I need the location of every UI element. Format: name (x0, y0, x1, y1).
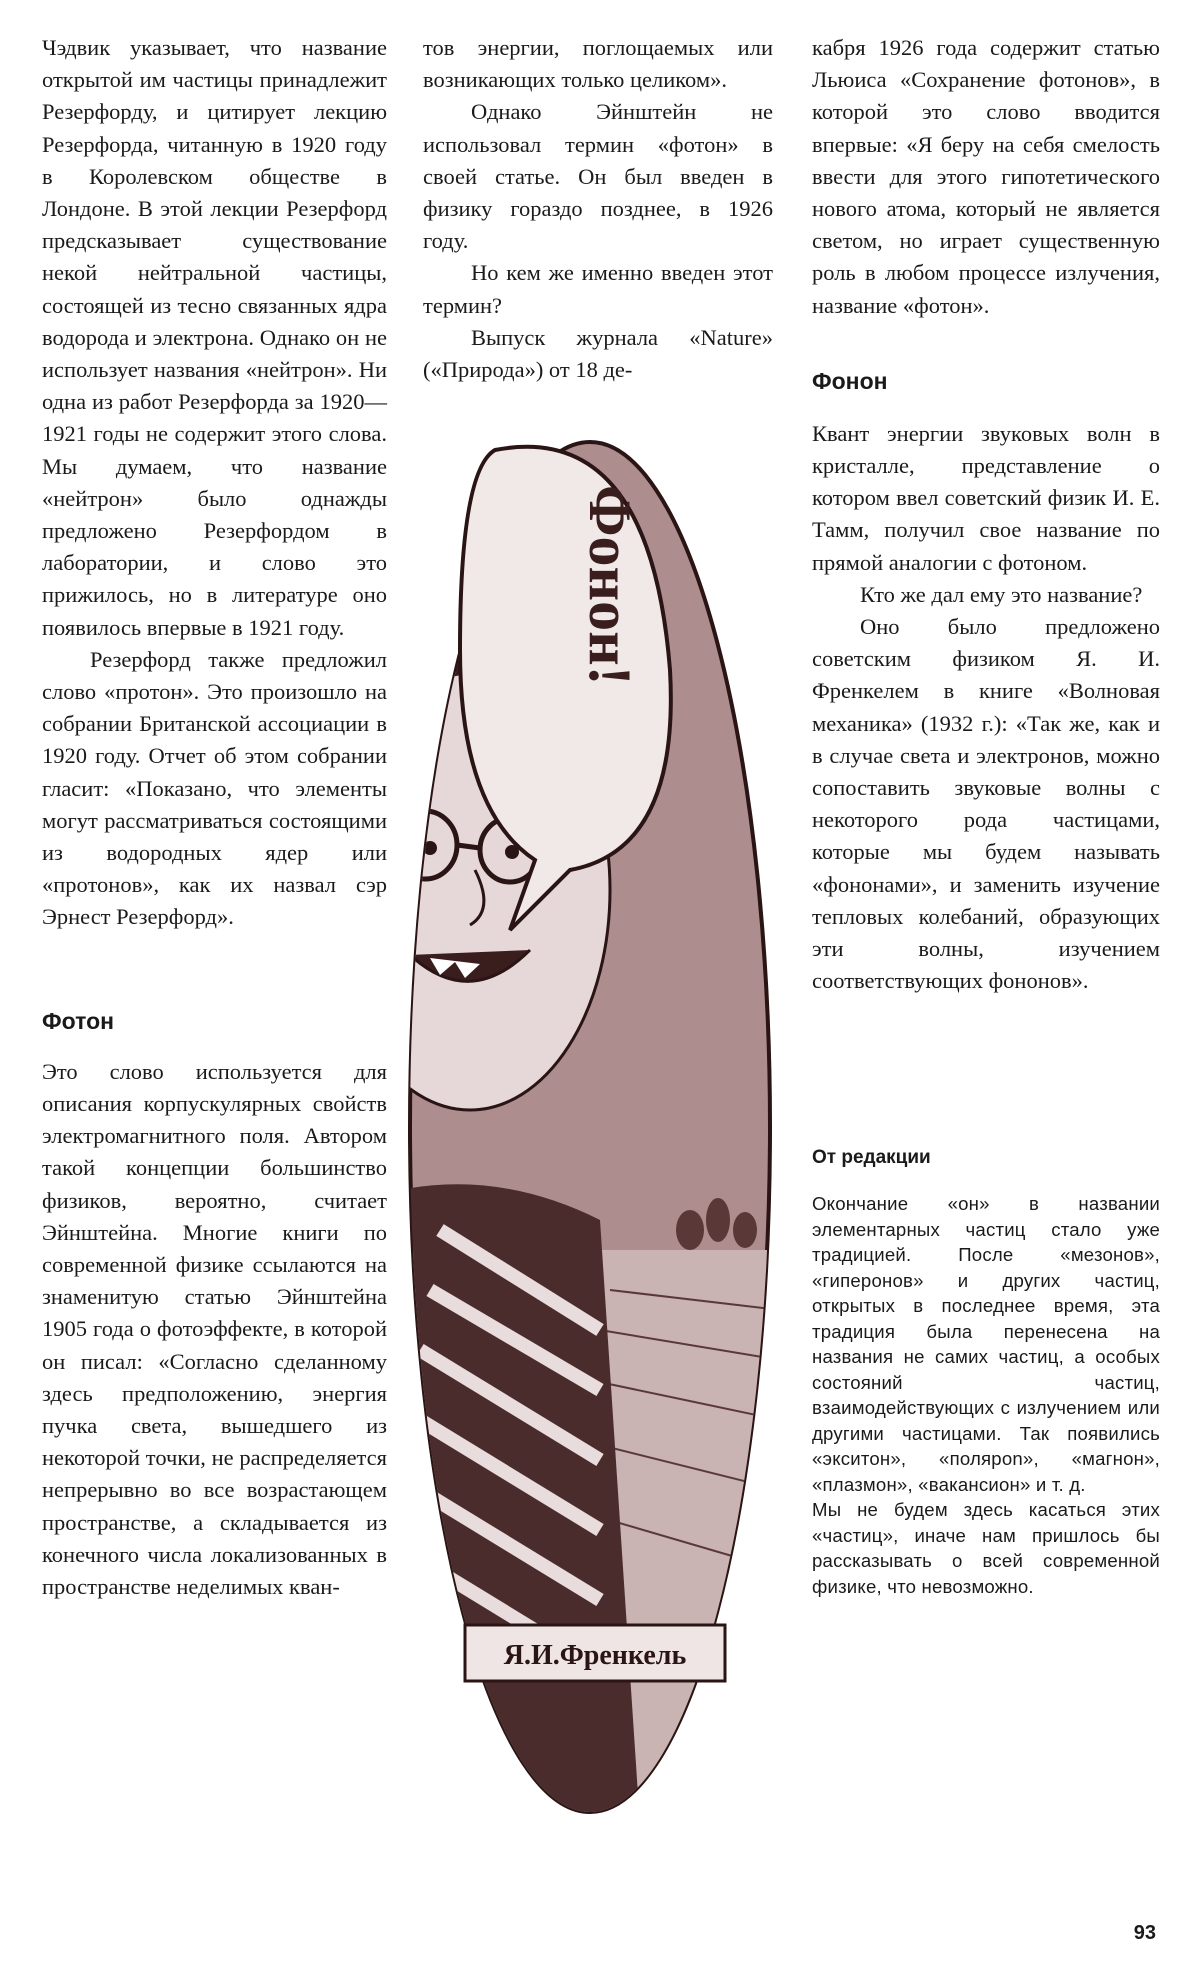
speech-bubble-text: Фонон! (577, 485, 643, 686)
heading-phonon: Фонон (812, 367, 888, 394)
paragraph-editorial-1: Окончание «он» в названии элементарных частиц стало уже традицией. После «мезонов», «гиперонов» и других частиц, открытых в последнее время, эта традиция была перенесена на названия не самих частиц, а особых состояний частиц, взаимодействующих с излучением или другими частицами. Так появились «экситон», «поляроn», «магнон», «плазмон», «вакансион» и т. д. (812, 1193, 1160, 1495)
heading-editorial: От редакции (812, 1147, 931, 1169)
column-3 (812, 32, 1160, 1599)
heading-photon: Фотон (42, 1007, 115, 1034)
paragraph-phonon-question: Кто же дал ему это название? (860, 581, 1143, 607)
paragraph-phonon-definition: Квант энергии звуковых волн в кристалле, представление о котором ввел советский физик И. Е. Тамм, получил свое название по прямой аналогии с фотоном. (812, 420, 1160, 575)
page-number: 93 (1133, 1922, 1156, 1944)
paragraph-einstein: Однако Эйнштейн не использовал термин «фотон» в своей статье. Он был введен в физику гораздо позднее, в 1926 году. (423, 99, 773, 254)
paragraph-question: Но кем же именно введен этот термин? (423, 260, 773, 318)
frenkel-caricature-illustration (400, 430, 780, 1825)
paragraph-proton: Резерфорд также предложил слово «протон». Это произошло на собрании Британской ассоциации в 1920 году. Отчет об этом собрании гласит: «Показано, что элементы могут рассматриваться состоящими из водородных ядер или «протонов», как их назвал сэр Эрнест Резерфорд». (42, 646, 387, 930)
column-2 (423, 32, 773, 386)
paragraph-quanta: тов энергии, поглощаемых или возникающих только целиком». (423, 35, 773, 93)
name-plate-caption: Я.И.Френкель (503, 1640, 687, 1671)
paragraph-frenkel: Оно было предложено советским физиком Я. И. Френкелем в книге «Волновая механика» (1932 г.): «Так же, как и в случае света и электронов, можно сопоставить звуковые волны с некоторого рода частицами, которые мы будем называть «фононами», и заменить изучение тепловых колебаний, образующих эти волны, изучением соответствующих фононов». (812, 614, 1160, 994)
paragraph-photon: Это слово используется для описания корпускулярных свойств электромагнитного поля. Автором такой концепции большинство физиков, вероятно, считает Эйнштейна. Многие книги по современной физике ссылаются на знаменитую статью Эйнштейна 1905 года о фотоэффекте, в которой он писал: «Согласно сделанному здесь предположению, энергия пучка света, вышедшего из некоторой точки, не распределяется непрерывно во все возрастающем пространстве, а складывается из конечного числа локализованных в пространстве неделимых кван- (42, 1058, 387, 1599)
paragraph-editorial-2: Мы не будем здесь касаться этих «частиц», иначе нам пришлось бы рассказывать о всей современной физике, что невозможно. (812, 1499, 1160, 1597)
paragraph-chadwick: Чэдвик указывает, что название открытой им частицы принадлежит Резерфорду, и цитирует лекцию Резерфорда, читанную в 1920 году в Королевском обществе в Лондоне. В этой лекции Резерфорд предсказывает существование некой нейтральной частицы, состоящей из тесно связанных ядра водорода и электрона. Однако он не использует названия «нейтрон». Ни одна из работ Резерфорда за 1920—1921 годы не содержит этого слова. Мы думаем, что название «нейтрон» было однажды предложено Резерфордом в лаборатории, и слово это прижилось, но в литературе оно появилось впервые в 1921 году. (42, 35, 387, 640)
paragraph-lewis: кабря 1926 года содержит статью Льюиса «Сохранение фотонов», в которой это слово вводится впервые: «Я беру на себя смелость ввести для этого гипотетического нового атома, который не является светом, но играет существенную роль в любом процессе излучения, название «фотон». (812, 35, 1160, 318)
paragraph-nature: Выпуск журнала «Nature» («Природа») от 18 де- (423, 324, 773, 383)
column-1 (42, 32, 387, 1603)
